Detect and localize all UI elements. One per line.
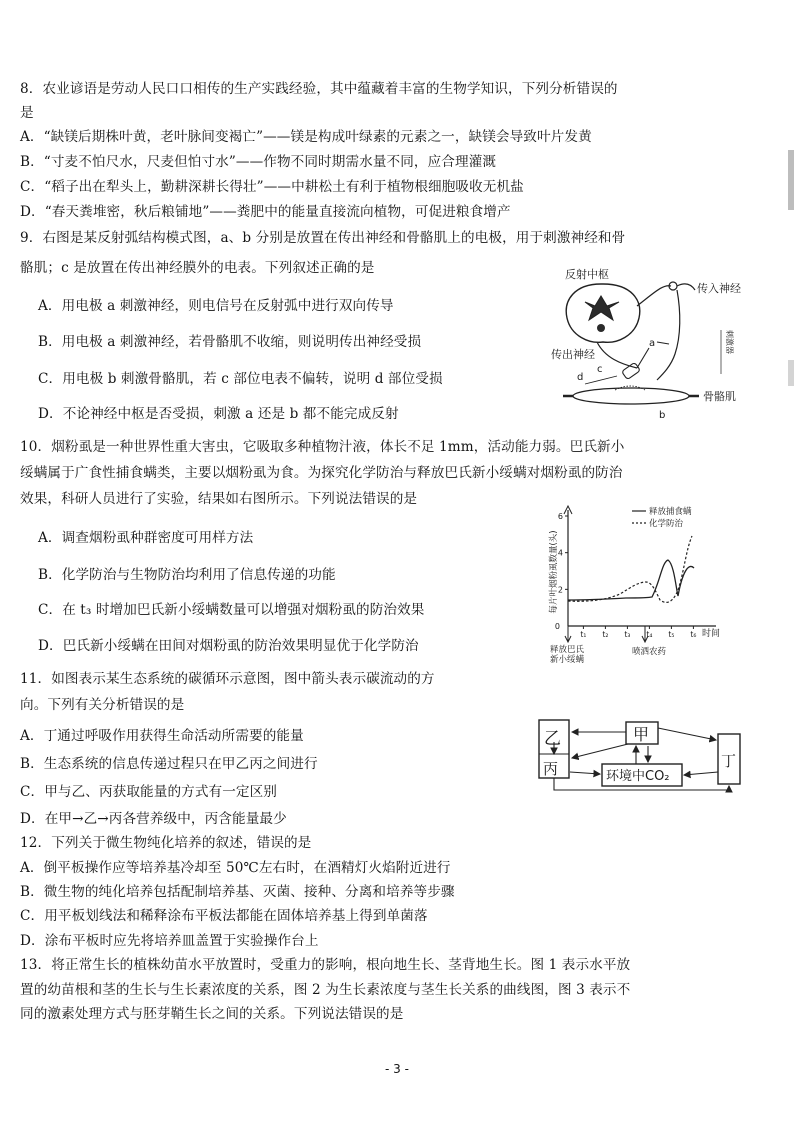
label-yi: 乙 (544, 729, 561, 749)
q13-stem-line3: 同的激素处理方式与胚芽鞘生长之间的关系。下列说法错误的是 (20, 1006, 404, 1022)
x-tick-label: t₁ (580, 630, 587, 639)
q11-option-c: C．甲与乙、丙获取能量的方式有一定区别 (20, 784, 277, 800)
q10-stem-line3: 效果，科研人员进行了实验，结果如右图所示。下列说法错误的是 (20, 491, 418, 507)
label-efferent: 传出神经 (551, 348, 595, 361)
q12-option-d: D．涂布平板时应先将培养皿盖置于实验操作台上 (20, 933, 319, 949)
q12-option-a: A．倒平板操作应等培养基冷却至 50℃左右时，在酒精灯火焰附近进行 (20, 860, 451, 876)
q8-option-c: C．“稻子出在犁头上，勤耕深耕长得壮”——中耕松土有利于植物根细胞吸收无机盐 (20, 179, 524, 195)
q11-option-b: B．生态系统的信息传递过程只在甲乙丙之间进行 (20, 756, 318, 772)
label-ding: 丁 (721, 752, 737, 770)
legend-chemical: 化学防治 (649, 519, 684, 529)
q8-option-a: A．“缺镁后期株叶黄，老叶脉间变褐亡”——镁是构成叶绿素的元素之一，缺镁会导致叶片发黄 (20, 129, 592, 145)
y-axis-title: 每片叶烟粉虱数量(头) (549, 530, 559, 614)
scan-edge-mark (788, 150, 794, 210)
gray-matter (585, 296, 619, 320)
x-tick-label: t₃ (624, 630, 631, 639)
q9-option-b: B．用电极 a 刺激神经，若骨骼肌不收缩，则说明传出神经受损 (38, 334, 422, 350)
q8-stem-line2: 是 (20, 105, 34, 121)
label-reflex-center: 反射中枢 (565, 268, 609, 281)
q9-option-a: A．用电极 a 刺激神经，则电信号在反射弧中进行双向传导 (38, 298, 394, 314)
q13-stem-line2: 置的幼苗根和茎的生长与生长素浓度的关系，图 2 为生长素浓度与茎生长关系的曲线图，图 3 表示不 (20, 982, 631, 998)
skeletal-muscle (573, 388, 689, 404)
pest-density-chart (528, 502, 738, 664)
q9-stem-line2: 骼肌；c 是放置在传出神经膜外的电表。下列叙述正确的是 (20, 260, 375, 276)
q11-option-d: D．在甲→乙→丙各营养级中，丙含能量最少 (20, 811, 287, 827)
q12-stem: 12．下列关于微生物纯化培养的叙述，错误的是 (20, 835, 312, 851)
label-muscle: 骨骼肌 (703, 390, 736, 403)
scan-edge-mark (788, 360, 794, 386)
q9-option-d: D．不论神经中枢是否受损，刺激 a 还是 b 都不能完成反射 (38, 406, 399, 422)
label-jia: 甲 (633, 725, 650, 744)
annotation-release-line2: 新小绥螨 (550, 655, 585, 665)
q9-option-c: C．用电极 b 刺激骨骼肌，若 c 部位电表不偏转，说明 d 部位受损 (38, 371, 443, 387)
efferent-fiber (597, 342, 637, 368)
q12-option-b: B．微生物的纯化培养包括配制培养基、灭菌、接种、分离和培养等步骤 (20, 884, 455, 900)
x-tick-label: t₂ (602, 630, 609, 639)
q9-stem-line1: 9．右图是某反射弧结构模式图，a、b 分别是放置在传出神经和骨骼肌上的电极，用于刺激神经和骨 (20, 230, 626, 246)
y-tick-label: 6 (557, 512, 563, 521)
label-c: c (597, 364, 603, 375)
reflex-arc-figure (545, 262, 741, 421)
series-chemical-line (568, 536, 692, 602)
q10-option-a: A．调查烟粉虱种群密度可用样方法 (38, 530, 254, 546)
q11-option-a: A．丁通过呼吸作用获得生命活动所需要的能量 (20, 728, 304, 744)
q8-option-d: D．“春天粪堆密，秋后粮铺地”——粪肥中的能量直接流向植物，可促进粮食增产 (20, 204, 511, 220)
x-tick-label: t₆ (690, 630, 697, 639)
q8-stem-line1: 8．农业谚语是劳动人民口口相传的生产实践经验，其中蕴藏着丰富的生物学知识，下列分析错误的 (20, 81, 618, 97)
q12-option-c: C．用平板划线法和稀释涂布平板法都能在固体培养基上得到单菌落 (20, 908, 428, 924)
q10-stem-line2: 绥螨属于广食性捕食螨类，主要以烟粉虱为食。为探究化学防治与释放巴氏新小绥螨对烟粉虱的防治 (20, 465, 623, 481)
x-tick-label: t₄ (646, 630, 653, 639)
q8-option-b: B．“寸麦不怕尺水，尺麦但怕寸水”——作物不同时期需水量不同，应合理灌溉 (20, 154, 497, 170)
q10-option-d: D．巴氏新小绥螨在田间对烟粉虱的防治效果明显优于化学防治 (38, 638, 419, 654)
afferent-fiber (657, 290, 680, 380)
label-d: d (577, 372, 584, 383)
x-axis-title: 时间 (702, 629, 721, 639)
q10-stem-line1: 10．烟粉虱是一种世界性重大害虫，它吸取多种植物汁液，体长不足 1mm，活动能力弱。巴氏新小 (20, 439, 625, 455)
x-tick-label: t₅ (668, 630, 675, 639)
q10-option-c: C．在 t₃ 时增加巴氏新小绥螨数量可以增强对烟粉虱的防治效果 (38, 602, 425, 618)
q11-stem-line2: 向。下列有关分析错误的是 (20, 697, 185, 713)
electrode-meter-c (622, 362, 641, 379)
label-b: b (659, 410, 666, 421)
carbon-cycle-diagram (536, 714, 746, 794)
label-co2: 环境中CO₂ (606, 769, 670, 784)
origin-label: 0 (554, 622, 560, 631)
page-number: - 3 - (385, 1062, 409, 1076)
series-predator-line (568, 560, 694, 600)
label-bing: 丙 (543, 760, 559, 778)
label-afferent: 传入神经 (697, 282, 741, 295)
q13-stem-line1: 13．将正常生长的植株幼苗水平放置时，受重力的影响，根向地生长、茎背地生长。图 1 表示水平放 (20, 957, 631, 973)
q10-option-b: B．化学防治与生物防治均利用了信息传递的功能 (38, 567, 336, 583)
label-stimulator: 刺激器 (725, 330, 734, 354)
y-tick-label: 2 (557, 585, 563, 595)
q11-stem-line1: 11．如图表示某生态系统的碳循环示意图，图中箭头表示碳流动的方 (20, 671, 435, 687)
legend-predator: 释放捕食螨 (649, 507, 692, 517)
annotation-spray: 喷洒农药 (632, 647, 667, 657)
label-a: a (649, 338, 656, 349)
annotation-release-line1: 释放巴氏 (550, 645, 585, 655)
central-canal (597, 324, 605, 332)
y-tick-label: 4 (557, 548, 563, 558)
